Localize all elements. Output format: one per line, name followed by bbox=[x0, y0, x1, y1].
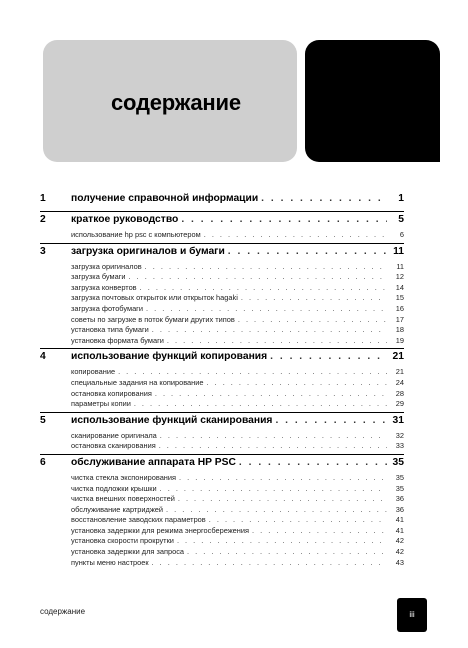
dot-leader bbox=[159, 441, 387, 450]
toc-subentry[interactable] bbox=[40, 336, 404, 347]
subentry-page-number: 29 bbox=[395, 399, 404, 409]
subentry-title: установка задержки для режима энергосбережения bbox=[71, 525, 249, 535]
subentry-page-number: 19 bbox=[395, 335, 404, 345]
subentry-title: пункты меню настроек bbox=[71, 557, 149, 567]
toc-subentry[interactable] bbox=[40, 230, 404, 241]
dot-leader bbox=[270, 351, 387, 362]
chapter-page-number: 11 bbox=[393, 245, 404, 257]
toc-chapter-entry[interactable] bbox=[40, 214, 404, 230]
toc-subentry[interactable] bbox=[40, 494, 404, 505]
toc-subentry[interactable] bbox=[40, 473, 404, 484]
toc-subentry[interactable] bbox=[40, 325, 404, 336]
subentry-title: установка типа бумаги bbox=[71, 325, 149, 335]
toc-chapter-entry[interactable] bbox=[40, 457, 404, 473]
subentry-page-number: 16 bbox=[395, 303, 404, 313]
dot-leader bbox=[252, 526, 387, 535]
toc-subentry[interactable] bbox=[40, 505, 404, 516]
toc-section bbox=[40, 246, 404, 350]
chapter-page-number: 21 bbox=[392, 351, 404, 363]
dot-leader bbox=[118, 367, 387, 376]
footer-label: содержание bbox=[40, 607, 86, 616]
subentry-page-number: 6 bbox=[399, 230, 404, 239]
subentry-title: обслуживание картриджей bbox=[71, 504, 164, 514]
subentry-title: чистка подложки крышки bbox=[71, 483, 157, 493]
toc-section bbox=[40, 193, 404, 212]
toc-subentry[interactable] bbox=[40, 431, 404, 442]
subentry-page-number: 42 bbox=[395, 547, 404, 557]
subentry-page-number: 33 bbox=[395, 441, 404, 451]
toc-subentry[interactable] bbox=[40, 262, 404, 273]
chapter-title: получение справочной информации bbox=[71, 193, 259, 204]
toc-subentry[interactable] bbox=[40, 515, 404, 526]
dot-leader bbox=[152, 325, 387, 334]
decorative-corner-block bbox=[305, 40, 440, 162]
subentry-page-number: 11 bbox=[396, 261, 404, 271]
subentry-title: чистка стекла экспонирования bbox=[71, 472, 177, 482]
subentry-page-number: 28 bbox=[395, 388, 404, 398]
chapter-page-number: 1 bbox=[398, 193, 404, 204]
dot-leader bbox=[167, 336, 387, 345]
dot-leader bbox=[146, 304, 387, 313]
toc-subentry[interactable] bbox=[40, 389, 404, 400]
toc-subentry[interactable] bbox=[40, 399, 404, 410]
subentry-page-number: 24 bbox=[395, 377, 404, 387]
subentry-title: установка формата бумаги bbox=[71, 335, 164, 345]
subentry-page-number: 41 bbox=[395, 525, 404, 535]
subentry-title: загрузка почтовых открыток или открыток hagaki bbox=[71, 293, 238, 303]
chapter-page-number: 31 bbox=[392, 414, 404, 426]
toc-subentry[interactable] bbox=[40, 304, 404, 315]
dot-leader bbox=[206, 378, 387, 387]
toc-section bbox=[40, 214, 404, 244]
dot-leader bbox=[160, 431, 387, 440]
subentry-title: установка скорости прокрутки bbox=[71, 536, 174, 546]
dot-leader bbox=[178, 494, 387, 503]
dot-leader bbox=[152, 558, 387, 567]
subentry-page-number: 41 bbox=[395, 515, 404, 525]
subentry-title: установка задержки для запроса bbox=[71, 547, 184, 557]
subentry-title: загрузка оригиналов bbox=[71, 261, 142, 271]
chapter-title: обслуживание аппарата HP PSC bbox=[71, 456, 236, 468]
chapter-page-number: 5 bbox=[398, 214, 404, 225]
subentry-page-number: 36 bbox=[395, 494, 404, 504]
toc-subentry[interactable] bbox=[40, 441, 404, 452]
toc-subentry[interactable] bbox=[40, 536, 404, 547]
subentry-title: загрузка бумаги bbox=[71, 272, 126, 282]
dot-leader bbox=[179, 473, 387, 482]
subentry-title: чистка внешних поверхностей bbox=[71, 494, 175, 504]
chapter-number: 2 bbox=[40, 214, 46, 225]
dot-leader bbox=[228, 246, 387, 257]
dot-leader bbox=[140, 283, 387, 292]
dot-leader bbox=[275, 415, 387, 426]
toc-subentry[interactable] bbox=[40, 315, 404, 326]
toc-subentry[interactable] bbox=[40, 484, 404, 495]
subentry-title: специальные задания на копирование bbox=[71, 377, 204, 387]
toc-subentry[interactable] bbox=[40, 378, 404, 389]
toc-section bbox=[40, 457, 404, 570]
subentry-title: параметры копии bbox=[71, 399, 131, 409]
subentry-title: остановка копирования bbox=[71, 388, 152, 398]
toc-subentry[interactable] bbox=[40, 547, 404, 558]
subentry-page-number: 35 bbox=[395, 483, 404, 493]
subentry-page-number: 21 bbox=[395, 367, 404, 377]
toc-section bbox=[40, 351, 404, 412]
dot-leader bbox=[187, 547, 387, 556]
subentry-page-number: 12 bbox=[395, 272, 404, 282]
chapter-number: 6 bbox=[40, 456, 46, 468]
subentry-page-number: 32 bbox=[395, 430, 404, 440]
toc-chapter-entry[interactable] bbox=[40, 246, 404, 262]
chapter-title: использование функций копирования bbox=[71, 351, 268, 363]
subentry-title: копирование bbox=[71, 367, 116, 377]
subentry-title: восстановление заводских параметров bbox=[71, 515, 206, 525]
chapter-number: 1 bbox=[40, 193, 46, 204]
toc-chapter-entry[interactable] bbox=[40, 415, 404, 431]
subentry-title: использование hp psc с компьютером bbox=[71, 230, 201, 239]
subentry-page-number: 18 bbox=[395, 325, 404, 335]
subentry-page-number: 15 bbox=[395, 293, 404, 303]
dot-leader bbox=[166, 505, 387, 514]
subentry-page-number: 36 bbox=[395, 504, 404, 514]
dot-leader bbox=[145, 262, 387, 271]
subentry-page-number: 17 bbox=[395, 314, 404, 324]
dot-leader bbox=[209, 515, 387, 524]
subentry-page-number: 35 bbox=[395, 472, 404, 482]
toc-subentry[interactable] bbox=[40, 293, 404, 304]
subentry-page-number: 42 bbox=[395, 536, 404, 546]
subentry-title: загрузка конвертов bbox=[71, 282, 137, 292]
subentry-title: советы по загрузке в поток бумаги других типов bbox=[71, 314, 235, 324]
chapter-title: загрузка оригиналов и бумаги bbox=[71, 245, 225, 257]
dot-leader bbox=[238, 315, 387, 324]
toc-section bbox=[40, 415, 404, 455]
toc-chapter-entry[interactable] bbox=[40, 193, 404, 209]
toc-subentry[interactable] bbox=[40, 526, 404, 537]
dot-leader bbox=[239, 457, 387, 468]
chapter-number: 4 bbox=[40, 351, 46, 363]
chapter-number: 3 bbox=[40, 245, 46, 257]
dot-leader bbox=[204, 230, 387, 239]
subentry-title: остановка сканирования bbox=[71, 441, 156, 451]
subentry-title: сканирование оригинала bbox=[71, 430, 157, 440]
subentry-title: загрузка фотобумаги bbox=[71, 303, 144, 313]
dot-leader bbox=[241, 293, 387, 302]
toc-subentry[interactable] bbox=[40, 283, 404, 294]
dot-leader bbox=[181, 214, 387, 225]
toc-subentry[interactable] bbox=[40, 367, 404, 378]
toc-chapter-entry[interactable] bbox=[40, 351, 404, 367]
dot-leader bbox=[160, 484, 387, 493]
subentry-page-number: 43 bbox=[395, 557, 404, 567]
toc-subentry[interactable] bbox=[40, 272, 404, 283]
chapter-page-number: 35 bbox=[392, 456, 404, 468]
subentry-page-number: 14 bbox=[395, 282, 404, 292]
table-of-contents bbox=[40, 193, 404, 572]
toc-subentry[interactable] bbox=[40, 558, 404, 569]
footer-page-number: iii bbox=[397, 598, 427, 632]
dot-leader bbox=[155, 389, 387, 398]
dot-leader bbox=[177, 536, 387, 545]
dot-leader bbox=[129, 272, 387, 281]
page-title: содержание bbox=[111, 90, 241, 115]
chapter-title: краткое руководство bbox=[71, 214, 179, 225]
chapter-number: 5 bbox=[40, 414, 46, 426]
dot-leader bbox=[134, 399, 387, 408]
dot-leader bbox=[261, 193, 387, 204]
chapter-title: использование функций сканирования bbox=[71, 414, 273, 426]
